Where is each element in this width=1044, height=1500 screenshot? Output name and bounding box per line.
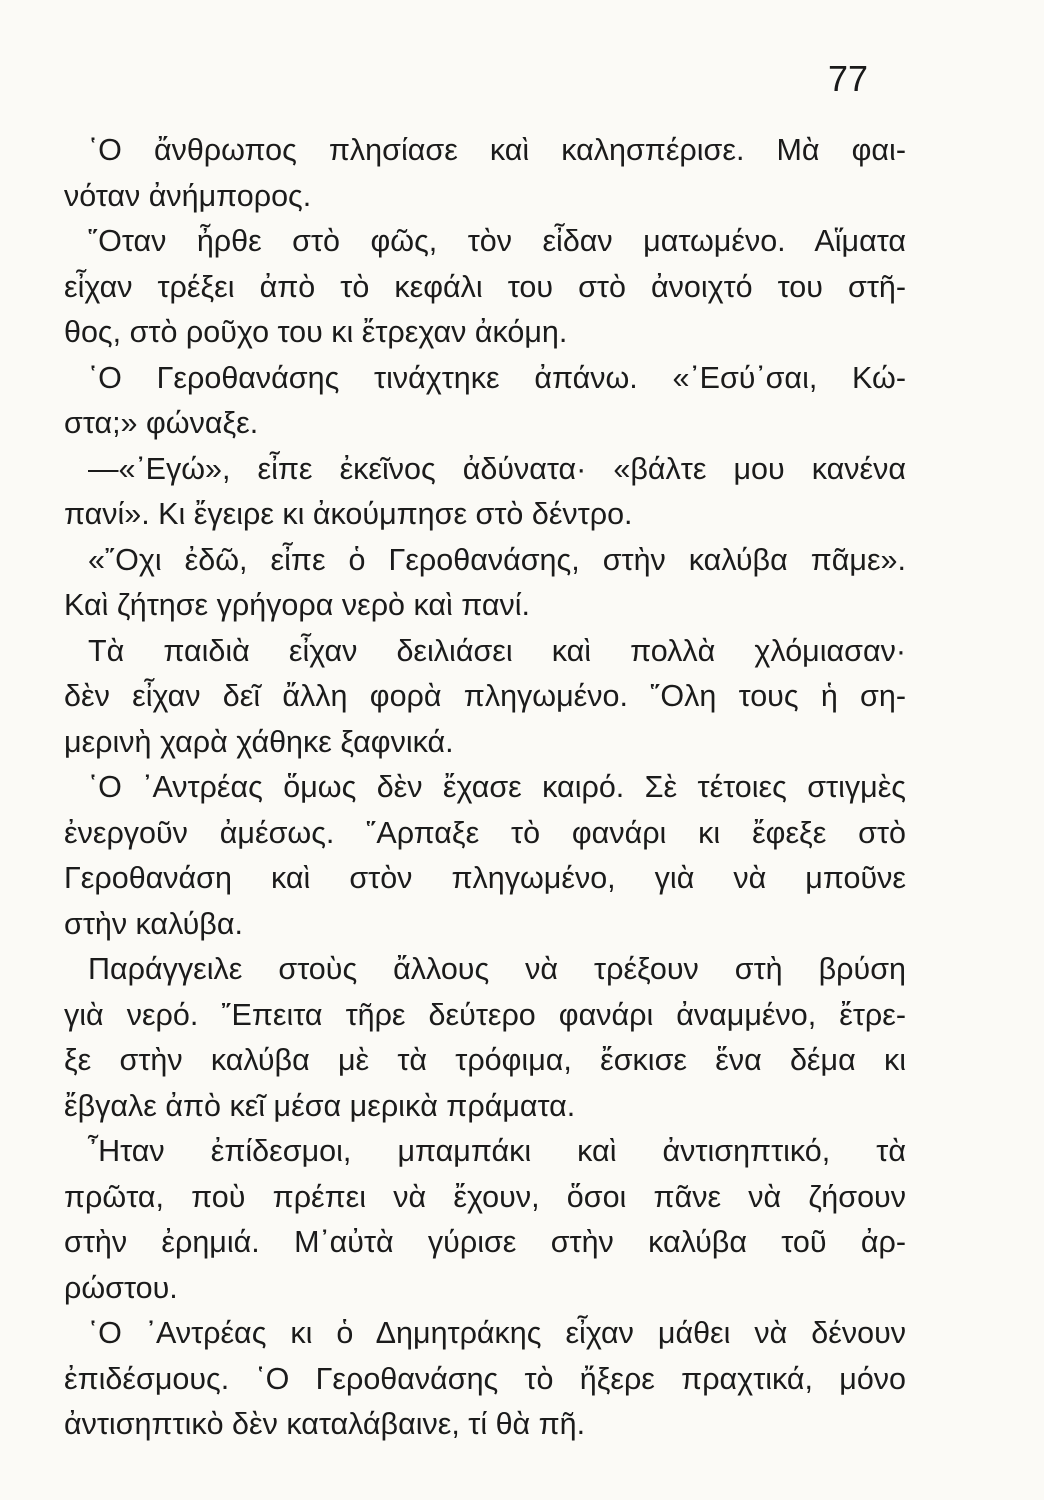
text-line: «῎Οχι ἐδῶ, εἶπε ὁ Γεροθανάσης, στὴν καλύβα πᾶμε».: [88, 542, 906, 577]
text-line: μερινὴ χαρὰ χάθηκε ξαφνικά.: [64, 724, 454, 759]
text-line: ῞Οταν ἦρθε στὸ φῶς, τὸν εἶδαν ματωμένο. Αἵματα: [88, 224, 906, 258]
page-number: 77: [828, 58, 869, 99]
text-line: Γεροθανάση καὶ στὸν πληγωμένο, γιὰ νὰ μποῦνε: [64, 861, 906, 895]
text-line: ἀντισηπτικὸ δὲν καταλάβαινε, τί θὰ πῆ.: [64, 1407, 586, 1441]
text-line: πρῶτα, ποὺ πρέπει νὰ ἔχουν, ὅσοι πᾶνε νὰ ζήσουν: [64, 1179, 906, 1214]
text-line: πανί». Κι ἔγειρε κι ἀκούμπησε στὸ δέντρο.: [64, 497, 633, 531]
text-line: Καὶ ζήτησε γρήγορα νερὸ καὶ πανί.: [64, 588, 530, 622]
text-line: —«᾿Εγώ», εἶπε ἐκεῖνος ἀδύνατα· «βάλτε μου κανένα: [88, 451, 906, 486]
text-line: ῾Ο ᾿Αντρέας ὅμως δὲν ἔχασε καιρό. Σὲ τέτοιες στιγμὲς: [88, 770, 906, 804]
body-text: [64, 128, 906, 1448]
text-line: στὴν καλύβα.: [64, 906, 243, 941]
text-line: γιὰ νερό. ῎Επειτα τῆρε δεύτερο φανάρι ἀναμμένο, ἔτρε-: [64, 997, 906, 1032]
text-line: νόταν ἀνήμπορος.: [64, 178, 312, 213]
text-line: ἐνεργοῦν ἀμέσως. ῞Αρπαξε τὸ φανάρι κι ἔφεξε στὸ: [64, 815, 906, 850]
text-line: στὴν ἐρημιά. Μ᾿αὐτὰ γύρισε στὴν καλύβα τοῦ ἀρ-: [64, 1225, 906, 1259]
text-line: θος, στὸ ροῦχο του κι ἔτρεχαν ἀκόμη.: [64, 315, 568, 349]
text-line: ῾Ο ἄνθρωπος πλησίασε καὶ καλησπέρισε. Μὰ φαι-: [88, 133, 906, 167]
text-line: Τὰ παιδιὰ εἶχαν δειλιάσει καὶ πολλὰ χλόμιασαν·: [88, 633, 906, 668]
text-line: ῾Ο ᾿Αντρέας κι ὁ Δημητράκης εἶχαν μάθει νὰ δένουν: [88, 1316, 906, 1350]
text-line: ρώστου.: [64, 1270, 178, 1305]
text-line: στα;» φώναξε.: [64, 406, 259, 440]
text-line: ῏Ηταν ἐπίδεσμοι, μπαμπάκι καὶ ἀντισηπτικό, τὰ: [88, 1134, 906, 1168]
text-line: ῾Ο Γεροθανάσης τινάχτηκε ἀπάνω. «᾿Εσύ᾿σαι, Κώ-: [88, 360, 906, 395]
text-line: ἐπιδέσμους. ῾Ο Γεροθανάσης τὸ ἤξερε πραχτικά, μόνο: [64, 1361, 906, 1396]
text-line: εἶχαν τρέξει ἀπὸ τὸ κεφάλι του στὸ ἀνοιχτό του στῆ-: [64, 269, 906, 304]
text-line: δὲν εἶχαν δεῖ ἄλλη φορὰ πληγωμένο. ῞Ολη τους ἡ ση-: [64, 679, 906, 713]
text-line: ἔβγαλε ἀπὸ κεῖ μέσα μερικὰ πράματα.: [64, 1088, 576, 1123]
text-line: Παράγγειλε στοὺς ἄλλους νὰ τρέξουν στὴ βρύση: [88, 952, 906, 986]
text-line: ξε στὴν καλύβα μὲ τὰ τρόφιμα, ἔσκισε ἕνα δέμα κι: [64, 1043, 906, 1077]
